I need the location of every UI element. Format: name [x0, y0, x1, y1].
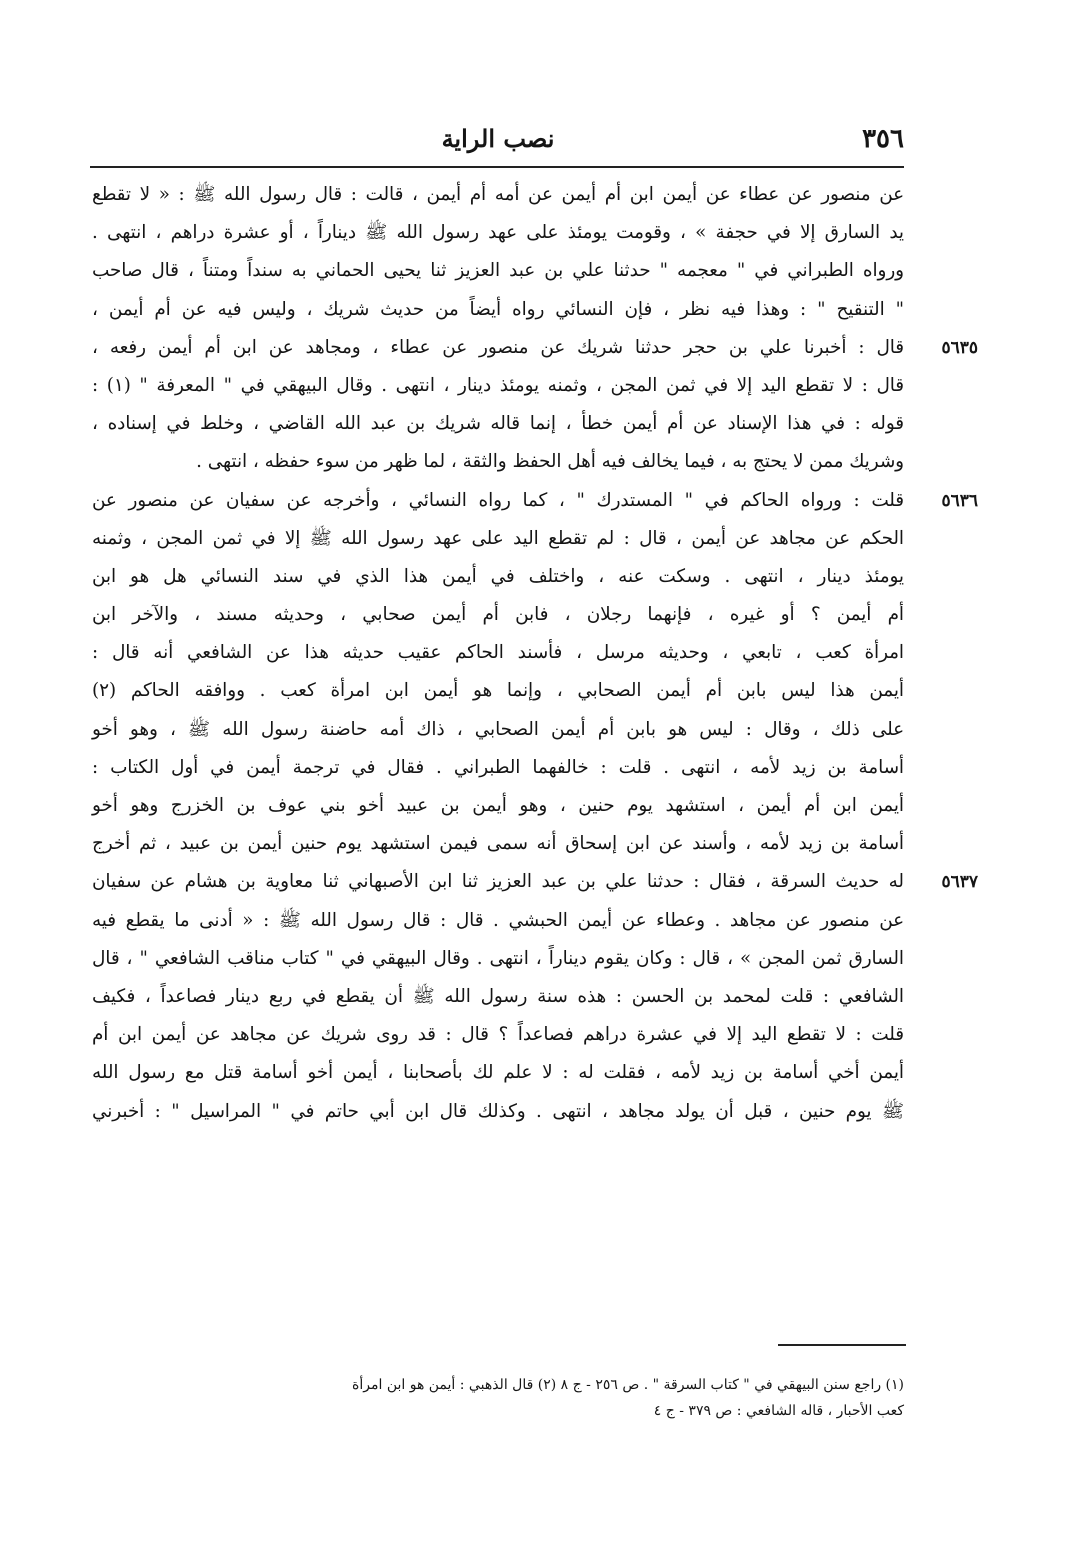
text-line-content: قلت : ورواه الحاكم في " المستدرك " ، كما رواه النسائي ، وأخرجه عن سفيان عن منصور عن [92, 489, 904, 511]
text-line [92, 1093, 904, 1131]
text-line [92, 558, 904, 596]
text-line-content: أيمن أخي أسامة بن زيد لأمه ، فقلت له : لا علم لك بأصحابنا ، أيمن أخو أسامة قتل مع رسول الله [92, 1062, 904, 1084]
text-line [92, 634, 904, 672]
footnote-line: كعب الأحبار ، قاله الشافعي : ص ٣٧٩ - ج ٤ [653, 1403, 904, 1419]
text-line-content: " التنقيح " : وهذا فيه نظر ، فإن النسائي رواه أيضاً من حديث شريك ، وليس فيه عن أم أيمن ، [92, 298, 904, 320]
text-line-content: أسامة بن زيد لأمه ، انتهى . قلت : خالفهما الطبراني . فقال في ترجمة أيمن في أول الكتاب : [92, 756, 904, 778]
running-title: نصب الراية [441, 124, 555, 153]
text-line-content: يد السارق إلا في حجفة » ، وقومت يومئذ على عهد رسول الله ﷺ ديناراً ، أو عشرة دراهم ، انتهى . [92, 222, 904, 244]
footnotes [92, 1372, 904, 1424]
text-line-content: على ذلك ، وقال : ليس هو بابن أم أيمن الصحابي ، ذاك أمه حاضنة رسول الله ﷺ ، وهو أخو [92, 718, 904, 740]
text-line-content: وشريك ممن لا يحتج به ، فيما يخالف فيه أهل الحفظ والثقة ، لما ظهر من سوء حفظه ، انتهى . [196, 451, 904, 473]
text-line [92, 291, 904, 329]
footnote-divider [778, 1344, 906, 1346]
text-line-content: ﷺ يوم حنين ، قبل أن يولد مجاهد ، انتهى . وكذلك قال ابن أبي حاتم في " المراسيل " : أخبرني [92, 1100, 904, 1122]
text-line [92, 711, 904, 749]
text-line [92, 367, 904, 405]
text-line-content: السارق ثمن المجن » ، قال : وكان يقوم ديناراً ، انتهى . وقال البيهقي في " كتاب مناقب الشافعي " ، قال [92, 947, 904, 969]
text-line [92, 214, 904, 252]
text-line-content: قال : لا تقطع اليد إلا في ثمن المجن ، وثمنه يومئذ دينار ، انتهى . وقال البيهقي في " المعرفة " (١) : [92, 374, 904, 396]
text-line-content: أم أيمن ؟ أو غيره ، فإنهما رجلان ، فابن أم أيمن صحابي ، وحديثه مسند ، والآخر ابن [92, 604, 904, 626]
header-divider [90, 166, 904, 168]
text-line-content: عن منصور عن عطاء عن أيمن ابن أم أيمن عن أمه أم أيمن ، قالت : قال رسول الله ﷺ : « لا تقطع [92, 184, 904, 205]
text-line [92, 329, 978, 367]
text-line-content: أسامة بن زيد لأمه ، وأسند عن ابن إسحاق أنه سمى فيمن استشهد يوم حنين أيمن بن عبيد ، ثم أخرج [92, 833, 904, 855]
hadith-number: ٥٦٣٧ [941, 872, 978, 893]
text-line [92, 405, 904, 443]
text-line [92, 863, 978, 901]
text-line [92, 252, 904, 290]
text-line-content: قلت : لا تقطع اليد إلا في عشرة دراهم فصاعداً ؟ قال : قد روى شريك عن مجاهد عن أيمن ابن أم [92, 1024, 904, 1046]
text-line [92, 1054, 904, 1092]
text-line [92, 940, 904, 978]
text-line [92, 787, 904, 825]
text-line [92, 749, 904, 787]
text-line-content: ورواه الطبراني في " معجمه " حدثنا علي بن عبد العزيز ثنا يحيى الحماني به سنداً ومتناً ، قال صاحب [92, 260, 904, 282]
text-line-content: يومئذ دينار ، انتهى . وسكت عنه ، واختلف في أيمن هذا الذي في سند النسائي هل هو ابن [92, 565, 904, 587]
text-line-content: أيمن هذا ليس بابن أم أيمن الصحابي ، وإنما هو أيمن ابن امرأة كعب . ووافقه الحاكم (٢) [92, 680, 904, 702]
hadith-number: ٥٦٣٥ [941, 337, 978, 358]
text-line [92, 825, 904, 863]
text-line-content: له حديث السرقة ، فقال : حدثنا علي بن عبد العزيز ثنا ابن الأصبهاني ثنا معاوية بن هشام عن سفيان [92, 871, 904, 893]
text-line-content: قوله : في هذا الإسناد عن أم أيمن خطأ ، إنما قاله شريك بن عبد الله القاضي ، وخلط في إسناده ، [92, 413, 904, 435]
text-line [92, 176, 904, 214]
page-header [92, 118, 904, 168]
text-line-content: قال : أخبرنا علي بن حجر حدثنا شريك عن منصور عن عطاء ، ومجاهد عن ابن أم أيمن رفعه ، [92, 336, 904, 358]
footnote-line: (١) راجع سنن البيهقي في " كتاب السرقة " . ص ٢٥٦ - ج ٨ (٢) قال الذهبي : أيمن هو ابن امرأة [352, 1377, 904, 1393]
text-line [92, 902, 904, 940]
text-line-content: أيمن ابن أم أيمن ، استشهد يوم حنين ، وهو أيمن بن عبيد أخو بني عوف بن الخزرج وهو أخو [92, 795, 904, 816]
text-line-content: الحكم عن مجاهد عن أيمن ، قال : لم تقطع اليد على عهد رسول الله ﷺ إلا في ثمن المجن ، وثمنه [92, 527, 904, 549]
text-line [92, 443, 904, 481]
body-text [92, 176, 978, 1131]
text-line [92, 596, 904, 634]
text-line [92, 1016, 904, 1054]
text-line [92, 978, 904, 1016]
text-line-content: امرأة كعب ، تابعي ، وحديثه مرسل ، فأسند الحاكم عقيب حديثه هذا عن الشافعي أنه قال : [92, 642, 904, 664]
text-line [92, 520, 904, 558]
text-line [92, 672, 904, 710]
text-line [92, 482, 978, 520]
page-number: ٣٥٦ [862, 124, 904, 154]
text-line-content: عن منصور عن مجاهد . وعطاء عن أيمن الحبشي . قال : قال رسول الله ﷺ : « أدنى ما يقطع فيه [92, 909, 904, 931]
text-line-content: الشافعي : قلت لمحمد بن الحسن : هذه سنة رسول الله ﷺ أن يقطع في ربع دينار فصاعداً ، فكيف [92, 985, 904, 1007]
hadith-number: ٥٦٣٦ [941, 490, 978, 511]
